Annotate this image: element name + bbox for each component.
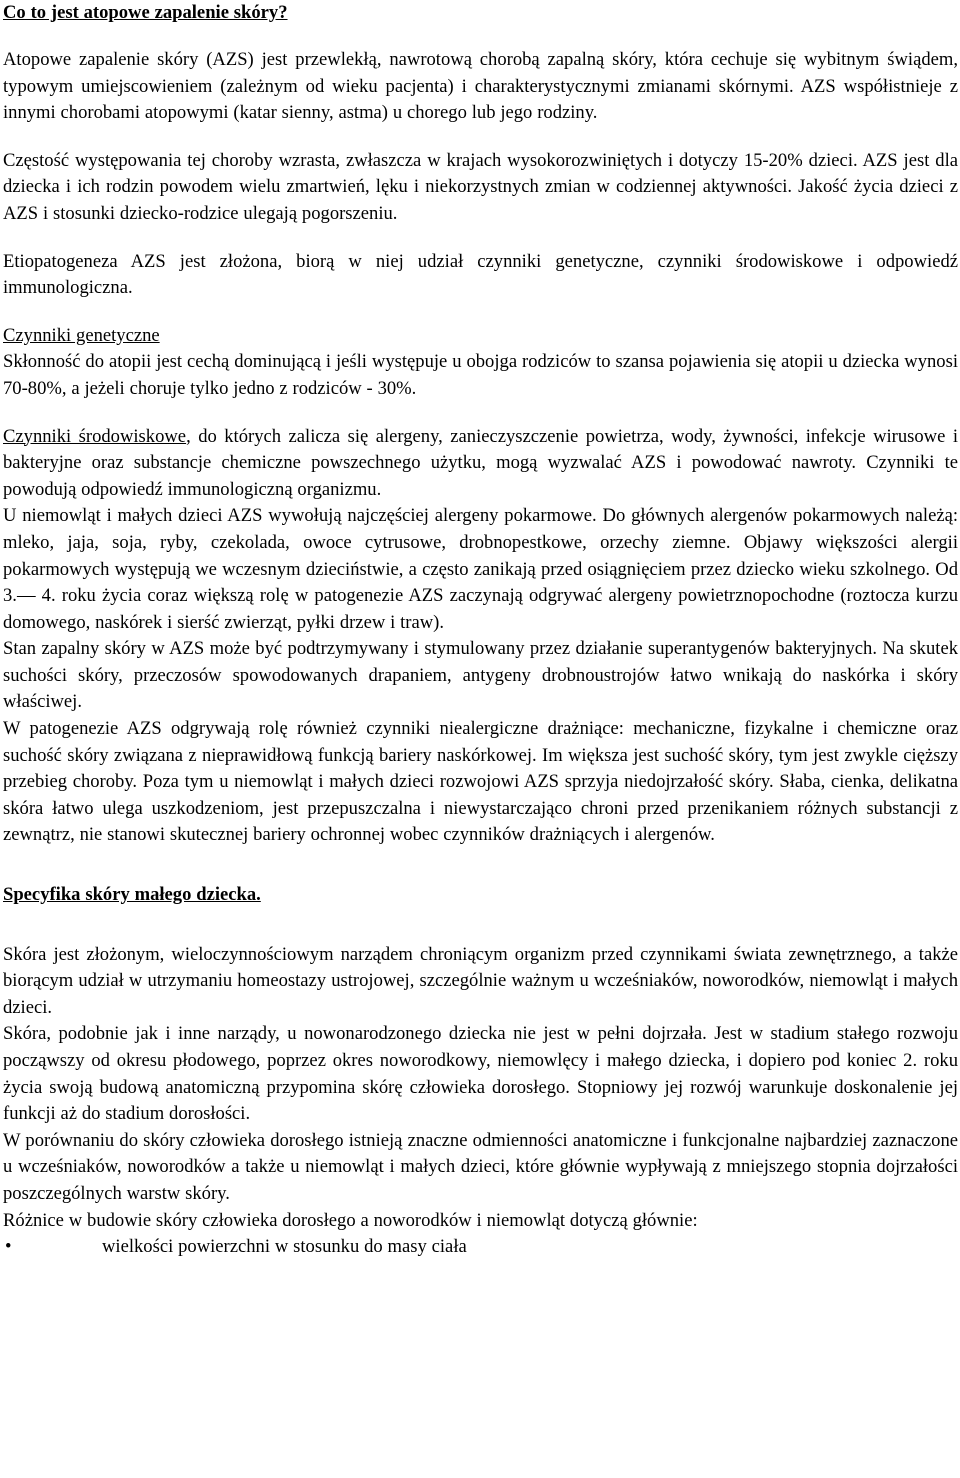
paragraph-skin-maturity: Skóra, podobnie jak i inne narządy, u nowonarodzonego dziecka nie jest w pełni dojrzała. Jest w stadium stałego rozwoju począwszy od okresu płodowego, poprzez okres noworodkowy, niemowlęcy i małego dziecka, i dopiero pod koniec 2. roku życia swoją budową anatomiczną przypomina skórę człowieka dorosłego. Stopniowy jej rozwój warunkuje doskonalenie jej funkcji aż do stadium dorosłości. (3, 1023, 958, 1125)
spacer (3, 127, 958, 148)
spacer (3, 26, 958, 47)
paragraph-definition: Atopowe zapalenie skóry (AZS) jest przewlekłą, nawrotową chorobą zapalną skóry, która cechuje się wybitnym świądem, typowym umiejscowieniem (zależnym od wieku pacjenta) i charakterystycznymi zmianami skórnymi. AZS współistnieje z innymi chorobami atopowymi (katar sienny, astma) u chorego lub jego rodziny. (3, 49, 958, 124)
paragraph-genetic-factors: Skłonność do atopii jest cechą dominującą i jeśli występuje u obojga rodziców to szansa pojawienia się atopii u dziecka wynosi 70-80%, a jeżeli choruje tylko jedno z rodziców - 30%. (3, 351, 958, 399)
spacer (3, 909, 958, 942)
environmental-factors-text: , do których zalicza się alergeny, zanieczyszczenie powietrza, wody, żywności, infekcje wirusowe i bakteryjne oraz substancje chemiczne powszechnego użytku, mogą wyzwalać AZS i powodować nawroty. Czynniki te powodują odpowiedź immunologiczną organizmu. (3, 425, 958, 500)
paragraph-environmental-factors (3, 424, 958, 504)
list-item-text: wielkości powierzchni w stosunku do masy ciała (102, 1236, 467, 1258)
list-item (3, 1234, 958, 1261)
spacer (3, 302, 958, 323)
heading-genetic-factors: Czynniki genetyczne (3, 324, 160, 346)
paragraph-food-allergens: U niemowląt i małych dzieci AZS wywołują najczęściej alergeny pokarmowe. Do głównych alergenów pokarmowych należą: mleko, jaja, soja, ryby, czekolada, owoce cytrusowe, drobnopestkowe, orzechy ziemne. Objawy większości alergii pokarmowych występują we wczesnym dzieciństwie, a często zanikają przed osiągnięciem przez dziecko wieku szkolnego. Od 3.— 4. roku życia coraz większą rolę w patogenezie AZS zaczynają odgrywać alergeny powietrznopochodne (roztocza kurzu domowego, naskórek i sierść zwierząt, pyłki drzew i traw). (3, 505, 958, 633)
heading-environmental-factors: Czynniki środowiskowe (3, 425, 187, 447)
bullet-icon: • (5, 1236, 12, 1258)
spacer (3, 849, 958, 882)
spacer (3, 228, 958, 249)
paragraph-nonallergic-factors: W patogenezie AZS odgrywają rolę również czynniki niealergiczne drażniące: mechaniczne, fizykalne i chemiczne oraz suchość skóry związana z nieprawidłową funkcją bariery naskórkowej. Im większa jest suchość skóry, tym jest zwykle cięższy przebieg choroby. Poza tym u niemowląt i małych dzieci rozwojowi AZS sprzyja niedojrzałość skóry. Słaba, cienka, delikatna skóra łatwo ulega uszkodzeniom, jest przepuszczalna i niewystarczająco chroni przed przenikaniem różnych substancji z zewnątrz, nie stanowi skutecznej bariery ochronnej wobec czynników drażniących i alergenów. (3, 718, 958, 846)
paragraph-skin-organ: Skóra jest złożonym, wieloczynnościowym narządem chroniącym organizm przed czynnikami świata zewnętrznego, a także biorącym udział w utrzymaniu homeostazy ustrojowej, szczególnie ważnym u wcześniaków, noworodków, niemowląt i małych dzieci. (3, 943, 958, 1018)
paragraph-anatomical-differences: W porównaniu do skóry człowieka dorosłego istnieją znaczne odmienności anatomiczne i funkcjonalne najbardziej zaznaczone u wcześniaków, noworodków a także u niemowląt i małych dzieci, które głównie wypływają z mniejszego stopnia dojrzałości poszczególnych warstw skóry. (3, 1129, 958, 1204)
paragraph-differences-intro: Różnice w budowie skóry człowieka dorosłego a noworodków i niemowląt dotyczą głównie: (3, 1209, 698, 1231)
heading-child-skin-specifics: Specyfika skóry małego dziecka. (3, 884, 261, 906)
paragraph-superantigens: Stan zapalny skóry w AZS może być podtrzymywany i stymulowany przez działanie superantygenów bakteryjnych. Na skutek suchości skóry, przeczosów spowodowanych drapaniem, antygeny drobnoustrojów łatwo wnikają do naskórka i skóry właściwej. (3, 638, 958, 713)
document-page (3, 0, 958, 1261)
paragraph-prevalence: Częstość występowania tej choroby wzrasta, zwłaszcza w krajach wysokorozwiniętych i dotyczy 15-20% dzieci. AZS jest dla dziecka i ich rodzin powodem wielu zmartwień, lęku i niekorzystnych zmian w codziennej aktywności. Jakość życia dzieci z AZS i stosunki dziecko-rodzice ulegają pogorszeniu. (3, 149, 958, 224)
spacer (3, 403, 958, 424)
paragraph-etiopathogenesis: Etiopatogeneza AZS jest złożona, biorą w niej udział czynniki genetyczne, czynniki środowiskowe i odpowiedź immunologiczna. (3, 250, 958, 299)
document-title: Co to jest atopowe zapalenie skóry? (3, 2, 288, 23)
